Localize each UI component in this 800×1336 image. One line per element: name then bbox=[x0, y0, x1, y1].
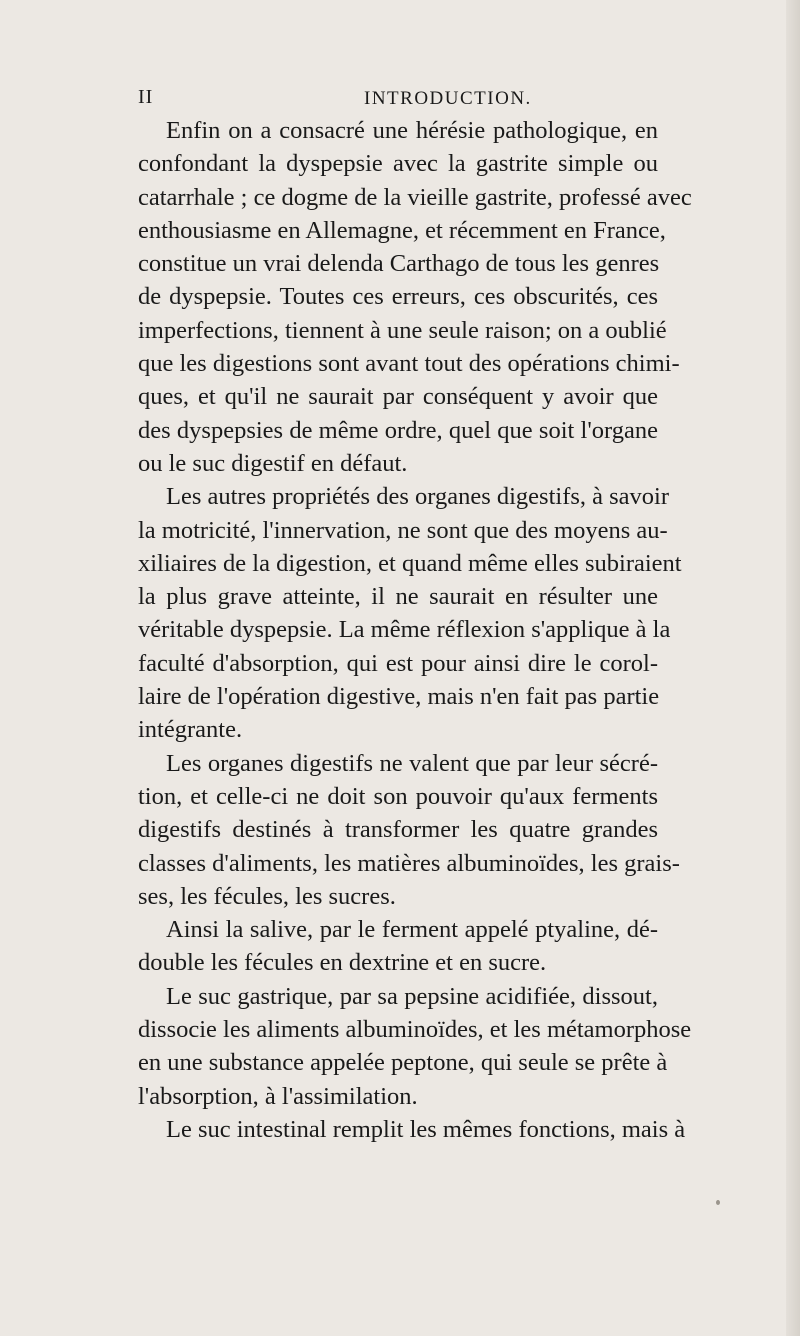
text-line: Le suc intestinal remplit les mêmes fonctions, mais à bbox=[166, 1115, 686, 1143]
text-line: ques, et qu'il ne saurait par conséquent y avoir que bbox=[138, 383, 658, 411]
text-line: classes d'aliments, les matières albuminoïdes, les grais- bbox=[138, 849, 680, 877]
text-line: digestifs destinés à transformer les quatre grandes bbox=[138, 816, 658, 844]
text-line: faculté d'absorption, qui est pour ainsi dire le corol- bbox=[138, 649, 658, 677]
page-edge bbox=[786, 0, 800, 1336]
text-line: intégrante. bbox=[138, 716, 243, 744]
text-line: catarrhale ; ce dogme de la vieille gastrite, professé avec bbox=[138, 183, 692, 211]
text-line: double les fécules en dextrine et en sucre. bbox=[138, 949, 547, 977]
text-line: en une substance appelée peptone, qui seule se prête à bbox=[138, 1049, 668, 1077]
text-line: tion, et celle-ci ne doit son pouvoir qu'aux ferments bbox=[138, 782, 658, 810]
page-header bbox=[0, 86, 800, 116]
text-line: Les autres propriétés des organes digestifs, à savoir bbox=[166, 483, 670, 511]
text-line: ses, les fécules, les sucres. bbox=[138, 882, 396, 910]
text-line: laire de l'opération digestive, mais n'en fait pas partie bbox=[138, 683, 660, 711]
page-number: II bbox=[138, 86, 154, 108]
text-line: imperfections, tiennent à une seule raison; on a oublié bbox=[138, 316, 667, 344]
text-line: la plus grave atteinte, il ne saurait en résulter une bbox=[138, 583, 658, 611]
text-line: ou le suc digestif en défaut. bbox=[138, 449, 408, 477]
text-line: dissocie les aliments albuminoïdes, et les métamorphose bbox=[138, 1016, 692, 1044]
text-line: l'absorption, à l'assimilation. bbox=[138, 1082, 418, 1110]
body-text bbox=[138, 114, 692, 1146]
text-line: Les organes digestifs ne valent que par leur sécré- bbox=[166, 749, 658, 777]
text-line: des dyspepsies de même ordre, quel que soit l'organe bbox=[138, 416, 658, 444]
text-line: Enfin on a consacré une hérésie pathologique, en bbox=[166, 117, 658, 144]
text-line: de dyspepsie. Toutes ces erreurs, ces obscurités, ces bbox=[138, 283, 658, 311]
text-line: xiliaires de la digestion, et quand même elles subiraient bbox=[138, 549, 682, 577]
running-title: INTRODUCTION. bbox=[364, 88, 532, 109]
text-line: la motricité, l'innervation, ne sont que des moyens au- bbox=[138, 516, 668, 544]
text-line: Le suc gastrique, par sa pepsine acidifiée, dissout, bbox=[166, 982, 658, 1010]
text-line: constitue un vrai delenda Carthago de tous les genres bbox=[138, 250, 660, 278]
text-line: confondant la dyspepsie avec la gastrite simple ou bbox=[138, 150, 658, 178]
text-line: que les digestions sont avant tout des opérations chimi- bbox=[138, 350, 680, 378]
text-line: enthousiasme en Allemagne, et récemment en France, bbox=[138, 216, 666, 244]
text-line: véritable dyspepsie. La même réflexion s'applique à la bbox=[138, 616, 671, 644]
paper-speck bbox=[716, 1200, 720, 1205]
text-line: Ainsi la salive, par le ferment appelé ptyaline, dé- bbox=[166, 916, 658, 944]
